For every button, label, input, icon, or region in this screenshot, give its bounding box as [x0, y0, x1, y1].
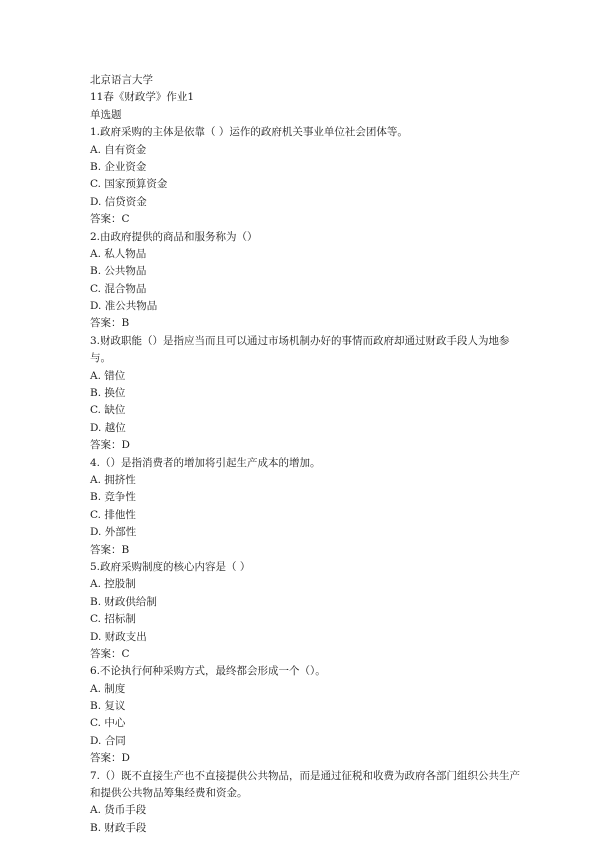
option-d: D. 信贷资金	[90, 195, 147, 208]
question-stem: 2.由政府提供的商品和服务称为（）	[90, 230, 258, 243]
option-b: B. 财政供给制	[90, 595, 157, 608]
question-stem: 5.政府采购制度的核心内容是（ ）	[90, 560, 251, 573]
option-b: B. 财政手段	[90, 821, 147, 834]
option-b: B. 换位	[90, 387, 126, 400]
option-b: B. 企业资金	[90, 160, 147, 173]
option-d: D. 合同	[90, 734, 126, 747]
question-stem: 1.政府采购的主体是依靠（ ）运作的政府机关事业单位社会团体等。	[90, 126, 408, 139]
option-d: D. 财政支出	[90, 630, 147, 643]
option-c: C. 缺位	[90, 404, 126, 417]
question-stem: 7.（）既不直接生产也不直接提供公共物品，而是通过征税和收费为政府各部门组织公共生产和提供公共物品筹集经费和资金。	[90, 769, 521, 800]
option-d: D. 越位	[90, 421, 126, 434]
answer-line: 答案：C	[90, 647, 130, 660]
answer-line: 答案：D	[90, 439, 130, 452]
university-name: 北京语言大学	[90, 74, 153, 86]
assignment-title: 11春《财政学》作业1	[90, 91, 195, 104]
option-c: C. 招标制	[90, 613, 136, 626]
option-a: A. 错位	[90, 369, 126, 382]
answer-line: 答案：D	[90, 752, 130, 765]
option-a: A. 货币手段	[90, 804, 147, 817]
option-d: D. 外部性	[90, 526, 137, 539]
option-b: B. 公共物品	[90, 265, 147, 278]
document-page	[90, 72, 530, 837]
question-stem: 6.不论执行何种采购方式，最终都会形成一个（）。	[90, 665, 326, 678]
option-c: C. 混合物品	[90, 282, 147, 295]
option-b: B. 竞争性	[90, 491, 136, 504]
option-d: D. 准公共物品	[90, 300, 158, 313]
answer-line: 答案：B	[90, 317, 130, 330]
section-heading: 单选题	[90, 108, 122, 121]
option-a: A. 制度	[90, 682, 126, 695]
option-c: C. 排他性	[90, 508, 136, 521]
option-a: A. 自有资金	[90, 143, 147, 156]
option-c: C. 国家预算资金	[90, 178, 168, 191]
answer-line: 答案：C	[90, 213, 130, 226]
option-a: A. 控股制	[90, 578, 136, 591]
answer-line: 答案：B	[90, 543, 130, 556]
question-stem: 4.（）是指消费者的增加将引起生产成本的增加。	[90, 456, 321, 469]
option-c: C. 中心	[90, 717, 126, 730]
question-stem: 3.财政职能（）是指应当而且可以通过市场机制办好的事情而政府却通过财政手段人为地参与。	[90, 334, 510, 365]
option-b: B. 复议	[90, 700, 126, 713]
option-a: A. 私人物品	[90, 247, 147, 260]
option-a: A. 拥挤性	[90, 474, 136, 487]
